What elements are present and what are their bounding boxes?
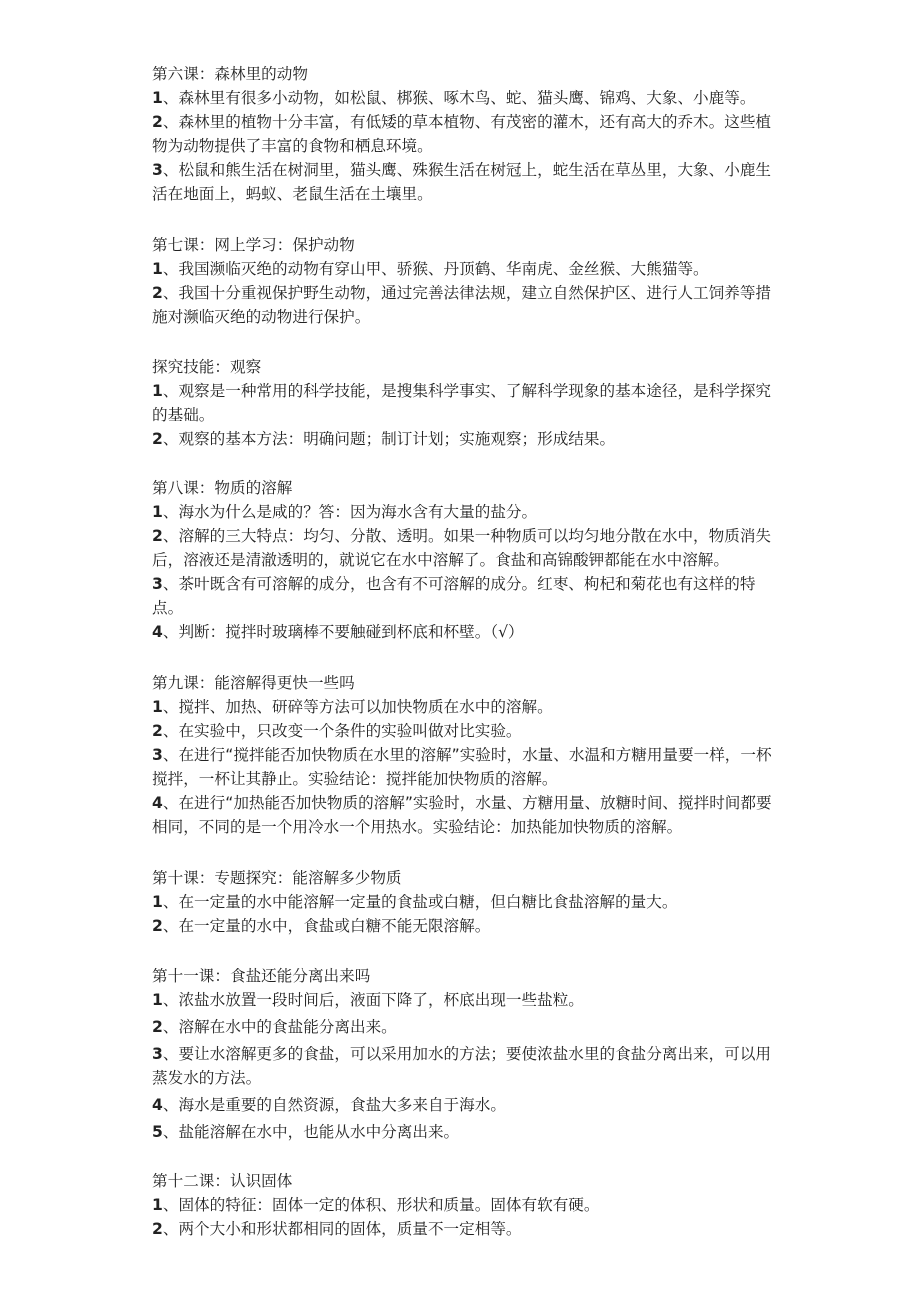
item-text: 、判断：搅拌时玻璃棒不要触碰到杯底和杯壁。（√） bbox=[162, 623, 524, 641]
list-item bbox=[152, 914, 778, 938]
item-number: 1 bbox=[152, 503, 163, 521]
item-text: 、要让水溶解更多的食盐，可以采用加水的方法；要使浓盐水里的食盐分离出来，可以用蒸发水的方法。 bbox=[152, 1045, 772, 1087]
item-number: 2 bbox=[152, 917, 163, 935]
item-text: 、在进行“加热能否加快物质的溶解”实验时，水量、方糖用量、放糖时间、搅拌时间都要相同，不同的是一个用冷水一个用热水。实验结论：加热能加快物质的溶解。 bbox=[152, 794, 772, 836]
item-number: 1 bbox=[152, 893, 163, 911]
item-text: 、我国十分重视保护野生动物，通过完善法律法规，建立自然保护区、进行人工饲养等措施对濒临灭绝的动物进行保护。 bbox=[152, 284, 772, 326]
lesson-section bbox=[152, 476, 778, 644]
lesson-section bbox=[152, 62, 778, 206]
item-number: 2 bbox=[152, 722, 163, 740]
lesson-section bbox=[152, 355, 778, 451]
item-text: 、固体的特征：固体一定的体积、形状和质量。固体有软有硬。 bbox=[162, 1196, 600, 1214]
section-title: 第十课：专题探究：能溶解多少物质 bbox=[152, 869, 402, 887]
item-number: 2 bbox=[152, 1018, 163, 1036]
item-text: 、森林里有很多小动物，如松鼠、梆猴、啄木鸟、蛇、猫头鹰、锦鸡、大象、小鹿等。 bbox=[162, 89, 756, 107]
list-item bbox=[152, 110, 778, 158]
list-item bbox=[152, 572, 778, 620]
list-item bbox=[152, 281, 778, 329]
item-text: 、在进行“搅拌能否加快物质在水里的溶解”实验时，水量、水温和方糖用量要一样，一杯搅拌，一杯让其静止。实验结论：搅拌能加快物质的溶解。 bbox=[152, 746, 772, 788]
lesson-section bbox=[152, 866, 778, 938]
list-item bbox=[152, 524, 778, 572]
section-title: 第六课：森林里的动物 bbox=[152, 65, 308, 83]
item-text: 、我国濒临灭绝的动物有穿山甲、骄猴、丹顶鹤、华南虎、金丝猴、大熊猫等。 bbox=[162, 260, 709, 278]
item-number: 3 bbox=[152, 1045, 163, 1063]
list-item bbox=[152, 620, 778, 644]
item-number: 2 bbox=[152, 113, 163, 131]
list-item bbox=[152, 890, 778, 914]
item-text: 、森林里的植物十分丰富，有低矮的草本植物、有茂密的灌木，还有高大的乔木。这些植物为动物提供了丰富的食物和栖息环境。 bbox=[152, 113, 772, 155]
list-item bbox=[152, 1042, 778, 1090]
list-item bbox=[152, 1217, 778, 1241]
item-number: 1 bbox=[152, 991, 163, 1009]
item-text: 、海水为什么是咸的？答：因为海水含有大量的盐分。 bbox=[162, 503, 538, 521]
list-item bbox=[152, 791, 778, 839]
item-number: 1 bbox=[152, 260, 163, 278]
list-item bbox=[152, 1120, 778, 1144]
item-text: 、盐能溶解在水中，也能从水中分离出来。 bbox=[162, 1123, 460, 1141]
item-text: 、两个大小和形状都相同的固体，质量不一定相等。 bbox=[162, 1220, 522, 1238]
list-item bbox=[152, 257, 778, 281]
item-text: 、观察是一种常用的科学技能，是搜集科学事实、了解科学现象的基本途径，是科学探究的基础。 bbox=[152, 382, 772, 424]
item-number: 1 bbox=[152, 89, 163, 107]
list-item bbox=[152, 695, 778, 719]
item-text: 、海水是重要的自然资源，食盐大多来自于海水。 bbox=[162, 1096, 506, 1114]
item-number: 4 bbox=[152, 794, 163, 812]
item-number: 3 bbox=[152, 161, 163, 179]
item-number: 4 bbox=[152, 623, 163, 641]
list-item bbox=[152, 86, 778, 110]
item-number: 3 bbox=[152, 575, 163, 593]
item-number: 3 bbox=[152, 746, 163, 764]
list-item bbox=[152, 719, 778, 743]
list-item bbox=[152, 1093, 778, 1117]
item-text: 、在实验中，只改变一个条件的实验叫做对比实验。 bbox=[162, 722, 522, 740]
list-item bbox=[152, 158, 778, 206]
item-number: 5 bbox=[152, 1123, 163, 1141]
section-title: 第九课：能溶解得更快一些吗 bbox=[152, 674, 355, 692]
item-text: 、松鼠和熊生活在树洞里，猫头鹰、殊猴生活在树冠上，蛇生活在草丛里，大象、小鹿生活在地面上，蚂蚁、老鼠生活在土壤里。 bbox=[152, 161, 772, 203]
list-item bbox=[152, 988, 778, 1012]
item-text: 、在一定量的水中，食盐或白糖不能无限溶解。 bbox=[162, 917, 491, 935]
section-title: 第七课：网上学习：保护动物 bbox=[152, 236, 355, 254]
lesson-section bbox=[152, 233, 778, 329]
item-text: 、溶解的三大特点：均匀、分散、透明。如果一种物质可以均匀地分散在水中，物质消失后，溶液还是清澈透明的，就说它在水中溶解了。食盐和高锦酸钾都能在水中溶解。 bbox=[152, 527, 772, 569]
item-number: 4 bbox=[152, 1096, 163, 1114]
section-title: 第十二课：认识固体 bbox=[152, 1172, 293, 1190]
item-text: 、搅拌、加热、研碎等方法可以加快物质在水中的溶解。 bbox=[162, 698, 553, 716]
list-item bbox=[152, 1193, 778, 1217]
item-number: 2 bbox=[152, 1220, 163, 1238]
item-text: 、在一定量的水中能溶解一定量的食盐或白糖，但白糖比食盐溶解的量大。 bbox=[162, 893, 678, 911]
item-text: 、溶解在水中的食盐能分离出来。 bbox=[162, 1018, 397, 1036]
list-item bbox=[152, 427, 778, 451]
list-item bbox=[152, 1015, 778, 1039]
section-title: 探究技能：观察 bbox=[152, 358, 262, 376]
item-number: 2 bbox=[152, 527, 163, 545]
section-title: 第十一课：食盐还能分离出来吗 bbox=[152, 967, 371, 985]
list-item bbox=[152, 379, 778, 427]
item-number: 1 bbox=[152, 698, 163, 716]
section-title: 第八课：物质的溶解 bbox=[152, 479, 293, 497]
item-number: 2 bbox=[152, 284, 163, 302]
item-text: 、浓盐水放置一段时间后，液面下降了，杯底出现一些盐粒。 bbox=[162, 991, 584, 1009]
item-text: 、观察的基本方法：明确问题；制订计划；实施观察；形成结果。 bbox=[162, 430, 616, 448]
lesson-section bbox=[152, 1169, 778, 1241]
item-text: 、茶叶既含有可溶解的成分，也含有不可溶解的成分。红枣、枸杞和菊花也有这样的特点。 bbox=[152, 575, 756, 617]
lesson-section bbox=[152, 964, 778, 1144]
item-number: 1 bbox=[152, 1196, 163, 1214]
item-number: 2 bbox=[152, 430, 163, 448]
list-item bbox=[152, 743, 778, 791]
item-number: 1 bbox=[152, 382, 163, 400]
lesson-section bbox=[152, 671, 778, 839]
list-item bbox=[152, 500, 778, 524]
